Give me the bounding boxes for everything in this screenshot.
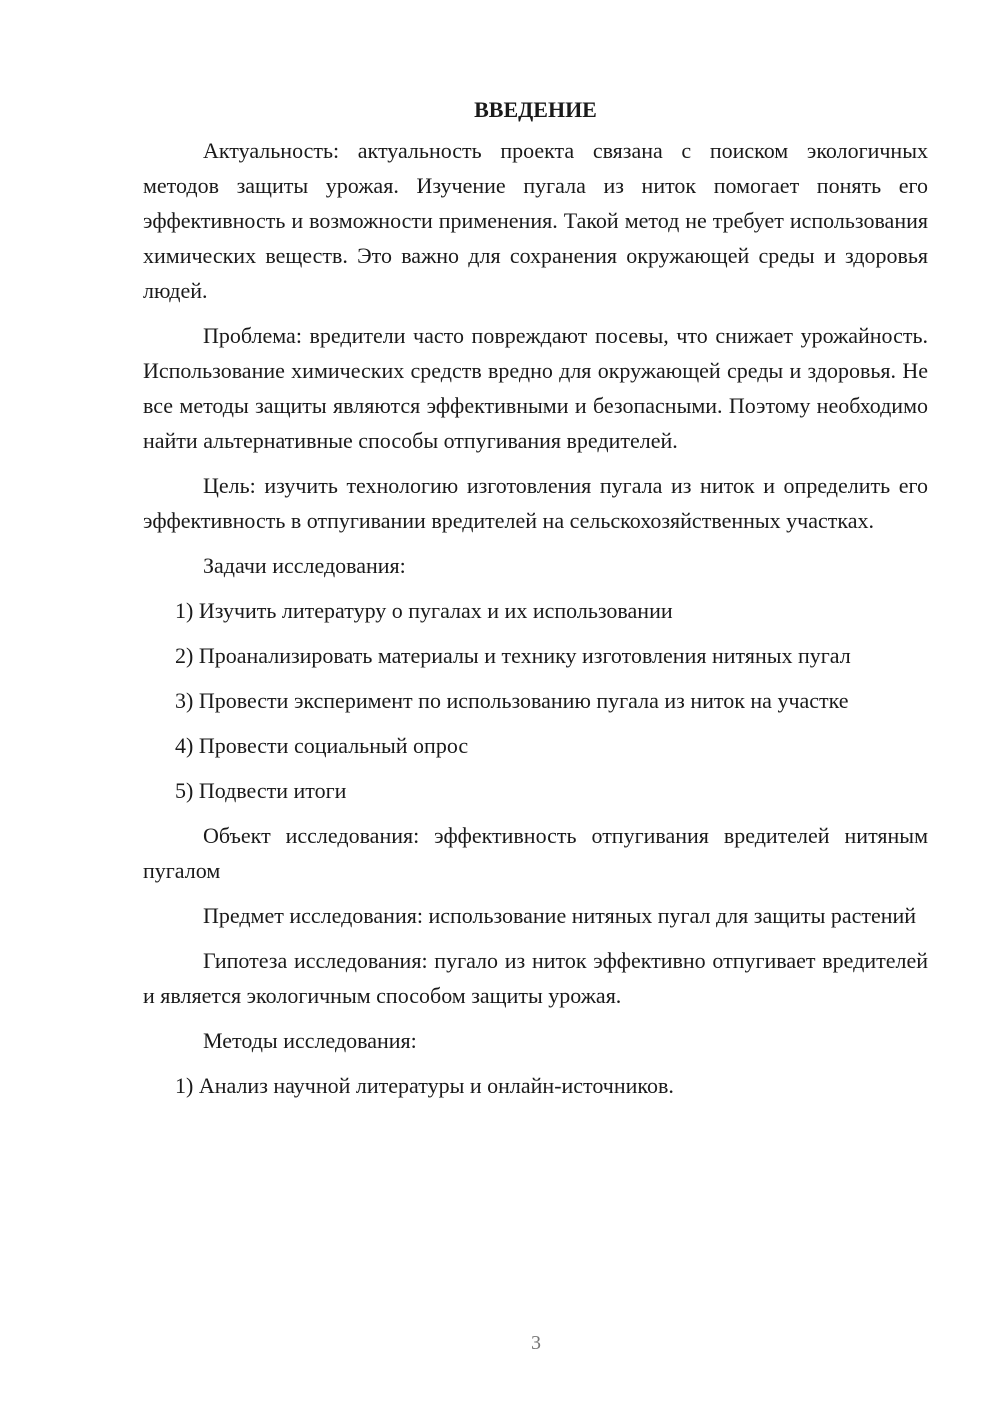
task-item-3: 3) Провести эксперимент по использованию пугала из ниток на участке [175,688,849,713]
paragraph-subject: Предмет исследования: использование нитяных пугал для защиты растений [203,903,917,928]
paragraph-object: Объект исследования: эффективность отпугивания вредителей нитяным пугалом [143,823,928,883]
section-title: ВВЕДЕНИЕ [474,97,597,122]
tasks-heading: Задачи исследования: [203,553,406,578]
paragraph-problem: Проблема: вредители часто повреждают посевы, что снижает урожайность. Использование химических средств вредно для окружающей среды и здоровья. Не все методы защиты являются эффективными и безопасными. Поэтому необходимо найти альтернативные способы отпугивания вредителей. [143,323,928,453]
page-content [143,95,928,1113]
task-item-2: 2) Проанализировать материалы и технику изготовления нитяных пугал [175,643,851,668]
paragraph-relevance: Актуальность: актуальность проекта связана с поиском экологичных методов защиты урожая. Изучение пугала из ниток помогает понять его эффективность и возможности применения. Такой метод не требует использования химических веществ. Это важно для сохранения окружающей среды и здоровья людей. [143,138,928,303]
paragraph-hypothesis: Гипотеза исследования: пугало из ниток эффективно отпугивает вредителей и является экологичным способом защиты урожая. [143,948,928,1008]
methods-heading: Методы исследования: [203,1028,417,1053]
task-item-4: 4) Провести социальный опрос [175,733,469,758]
task-item-5: 5) Подвести итоги [175,778,347,803]
page-number: 3 [531,1332,541,1354]
method-item-1: 1) Анализ научной литературы и онлайн-источников. [175,1073,674,1098]
paragraph-goal: Цель: изучить технологию изготовления пугала из ниток и определить его эффективность в отпугивании вредителей на сельскохозяйственных участках. [143,473,928,533]
task-item-1: 1) Изучить литературу о пугалах и их использовании [175,598,673,623]
